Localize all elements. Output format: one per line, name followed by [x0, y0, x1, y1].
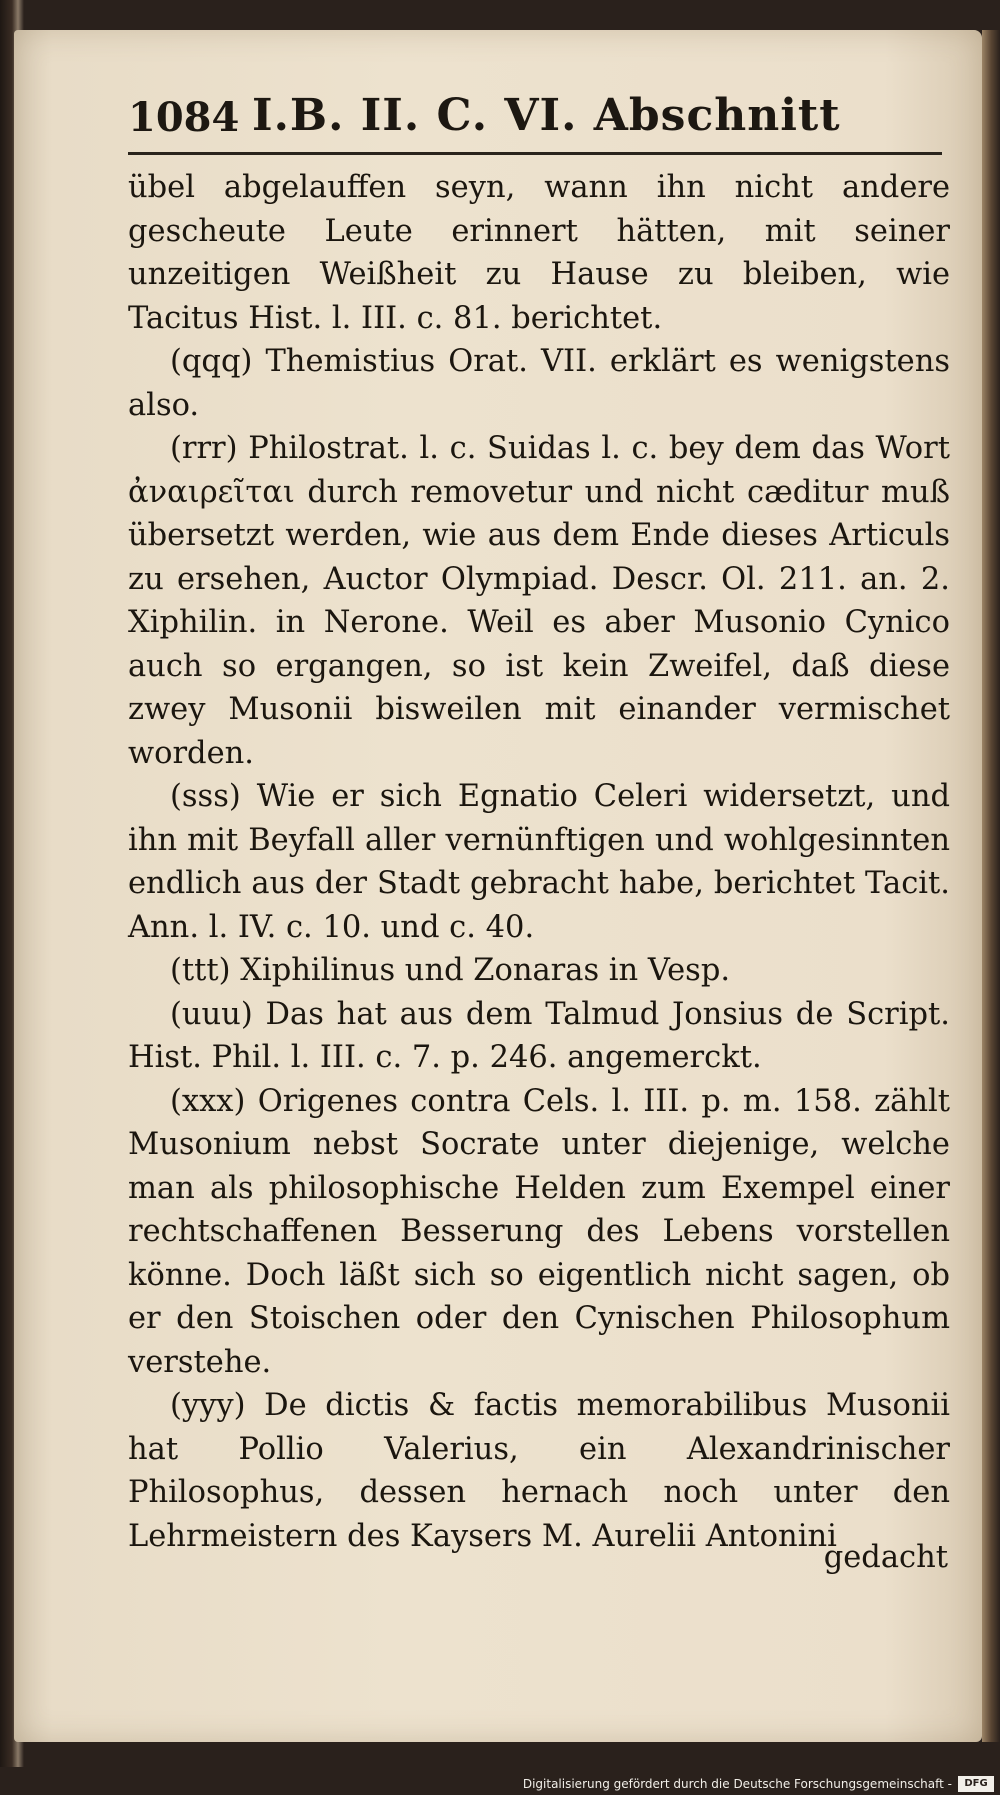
page-text [128, 166, 950, 1558]
running-head-title: I.B. II. C. VI. Abschnitt [252, 90, 841, 141]
footnote-ttt: (ttt) Xiphilinus und Zonaras in Vesp. [170, 953, 731, 988]
dfg-logo: DFG [958, 1776, 994, 1792]
catchword: gedacht [823, 1540, 948, 1575]
footnote-sss: (sss) Wie er sich Egnatio Celeri widersetzt, und ihn mit Beyfall aller vernünftigen und wohlgesinnten endlich aus der Stadt gebracht habe, berichtet Tacit. Ann. l. IV. c. 10. und c. 40. [128, 779, 950, 945]
footnote-qqq: (qqq) Themistius Orat. VII. erklärt es wenigstens also. [128, 344, 950, 423]
page-number: 1084 [128, 94, 240, 141]
footnote-yyy: (yyy) De dictis & factis memorabilibus Musonii hat Pollio Valerius, ein Alexandrinischer Philosophus, dessen hernach noch unter den Lehrmeistern des Kaysers M. Aurelii Antonini [128, 1388, 950, 1554]
digitization-footer [0, 1767, 1000, 1795]
footnote-xxx: (xxx) Origenes contra Cels. l. III. p. m. 158. zählt Musonium nebst Socrate unter diejenige, welche man als philosophische Helden zum Exempel einer rechtschaffenen Besserung des Lebens vorstellen könne. Doch läßt sich so eigentlich nicht sagen, ob er den Stoischen oder den Cynischen Philosophum verstehe. [128, 1083, 950, 1380]
paragraph-continuation: übel abgelauffen seyn, wann ihn nicht andere gescheute Leute erinnert hätten, mit seiner unzeitigen Weißheit zu Hause zu bleiben, wie Tacitus Hist. l. III. c. 81. berichtet. [128, 170, 950, 336]
page-edge [982, 30, 1000, 1742]
footnote-uuu: (uuu) Das hat aus dem Talmud Jonsius de Script. Hist. Phil. l. III. c. 7. p. 246. angemerckt. [128, 996, 950, 1075]
header-rule [128, 152, 942, 155]
funding-credit: Digitalisierung gefördert durch die Deutsche Forschungsgemeinschaft - [522, 1777, 952, 1791]
running-head [128, 88, 948, 148]
footnote-rrr: (rrr) Philostrat. l. c. Suidas l. c. bey dem das Wort ἀναιρεῖται durch removetur und nicht cæditur muß übersetzt werden, wie aus dem Ende dieses Articuls zu ersehen, Auctor Olympiad. Descr. Ol. 211. an. 2. Xiphilin. in Nerone. Weil es aber Musonio Cynico auch so ergangen, so ist kein Zweifel, daß diese zwey Musonii bisweilen mit einander vermischet worden. [128, 431, 950, 771]
